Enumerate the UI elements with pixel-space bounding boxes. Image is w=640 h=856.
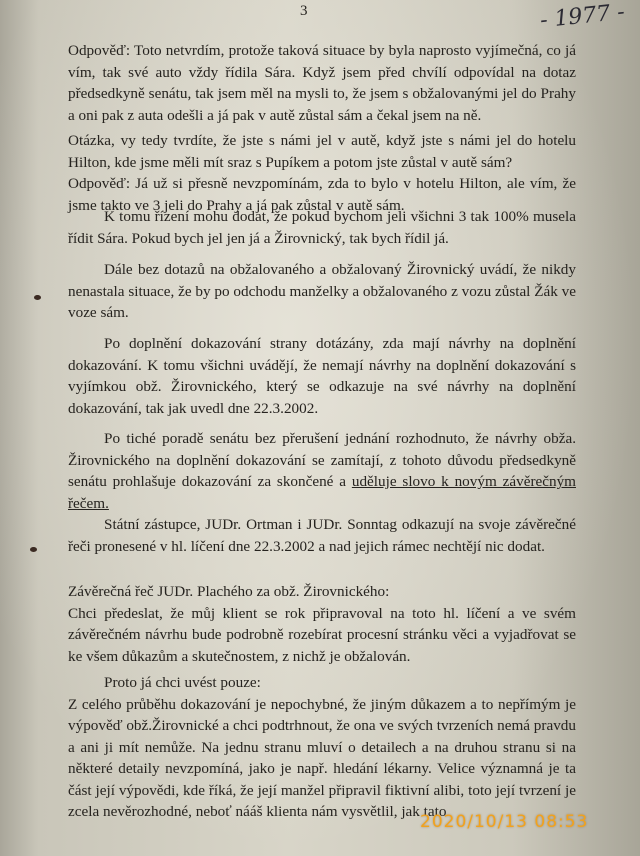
handwritten-note: - 1977 - — [538, 0, 626, 34]
answer-1-text: Odpověď: Toto netvrdím, protože taková situace by byla naprosto vyjímečná, co já vím, tak své auto vždy řídila Sára. Když jsem před chvílí odpovídal na dotaz předsedkyně senátu, tak jsem měl na mysli to, že jsem s obžalovanými jel do Prahy a oni pak z auta odešli a já pak v autě zůstal sám a čekal jsem na ně. — [68, 42, 576, 124]
argument-text: Z celého průběhu dokazování je nepochybné, že jiným důkazem a to nepřímým je výpověď obž.Žirovnické a chci podtrhnout, že ona ve svých tvrzeních nemá pravdu a ani ji mít nemůže. Na jednu stranu mluví o detailech a na druhou stranu si na některé detaily nevzpomíná, jako je např. hledání lékarny. Velice významná je ta část její výpovědi, kde říká, že její manžel připravil fiktivní alibi, toto její tvrzení je zcela nevěrozhodné, neboť nááš klienta nám vysvětlil, jak tato — [68, 695, 576, 820]
ink-spot — [34, 295, 41, 300]
senate-decision-main: Po tiché poradě senátu bez přerušení jednání rozhodnuto, že návrhy obža. Žirovnického na doplnění dokazování se zamítají, z tohoto důvodu předsedkyně senátu prohlašuje dokazování za skončené a — [68, 430, 576, 490]
argument-intro: Proto já chci uvést pouze: — [104, 674, 261, 691]
paragraph-argument — [68, 672, 576, 823]
paragraph-question-answer — [68, 130, 576, 216]
page-number: 3 — [300, 3, 308, 19]
answer-2-text: Odpověď: Já už si přesně nevzpomínám, zda to bylo v hotelu Hilton, ale vím, že jsme takto ve 3 jeli do Prahy a já pak zůstal v autě sám. — [68, 175, 576, 214]
paragraph-prosecutors — [68, 514, 576, 557]
closing-speech-text: Chci předeslat, že můj klient se rok připravoval na toto hl. líčení a ve svém závěrečném návrhu bude podrobně rozebírat procesní stránku věci a vyjadřovat se ke všem důkazům a skutečnostem, z nichž je obžalován. — [68, 604, 576, 665]
ink-spot — [30, 547, 37, 552]
question-text: Otázka, vy tedy tvrdíte, že jste s námi jel v autě, když jste s námi jel do hotelu Hilton, kde jsme měli mít sraz s Pupíkem a potom jste zůstal v autě sám? — [68, 132, 576, 171]
paragraph-evidence-proposals — [68, 333, 576, 419]
senate-decision-text — [68, 428, 576, 514]
evidence-proposals-text: Po doplnění dokazování strany dotázány, zda mají návrhy na doplnění dokazování. K tomu všichni uvádějí, že nemají návrhy na doplnění dokazování s vyjímkou obž. Žirovnického, který se odkazuje na své návrhy na doplnění dokazování, tak jak uvedl dne 22.3.2002. — [68, 335, 576, 417]
closing-speech-heading: Závěrečná řeč JUDr. Plachého za obž. Žirovnického: — [68, 583, 390, 600]
driving-text: K tomu řízení mohu dodat, že pokud bychom jeli všichni 3 tak 100% musela řídit Sára. Pokud bych jel jen já a Žirovnický, tak bych řídil já. — [68, 208, 576, 247]
prosecutors-text: Státní zástupce, JUDr. Ortman i JUDr. Sonntag odkazují na svoje závěrečné řeči pronesené v hl. líčení dne 22.3.2002 a nad jejich rámec nechtějí nic dodat. — [68, 516, 576, 555]
paragraph-driving — [68, 206, 576, 249]
paragraph-answer-1 — [68, 40, 576, 126]
photo-timestamp: 2020/10/13 08:53 — [420, 812, 589, 832]
paragraph-no-questions — [68, 259, 576, 324]
paragraph-senate-decision — [68, 428, 576, 514]
paragraph-closing-speech — [68, 581, 576, 667]
no-questions-text: Dále bez dotazů na obžalovaného a obžalovaný Žirovnický uvádí, že nikdy nenastala situace, že by po odchodu manželky a obžalovaného z vozu zůstal Žák ve voze sám. — [68, 261, 576, 321]
underlined-closing: uděluje slovo k novým závěrečným řečem. — [68, 473, 576, 512]
